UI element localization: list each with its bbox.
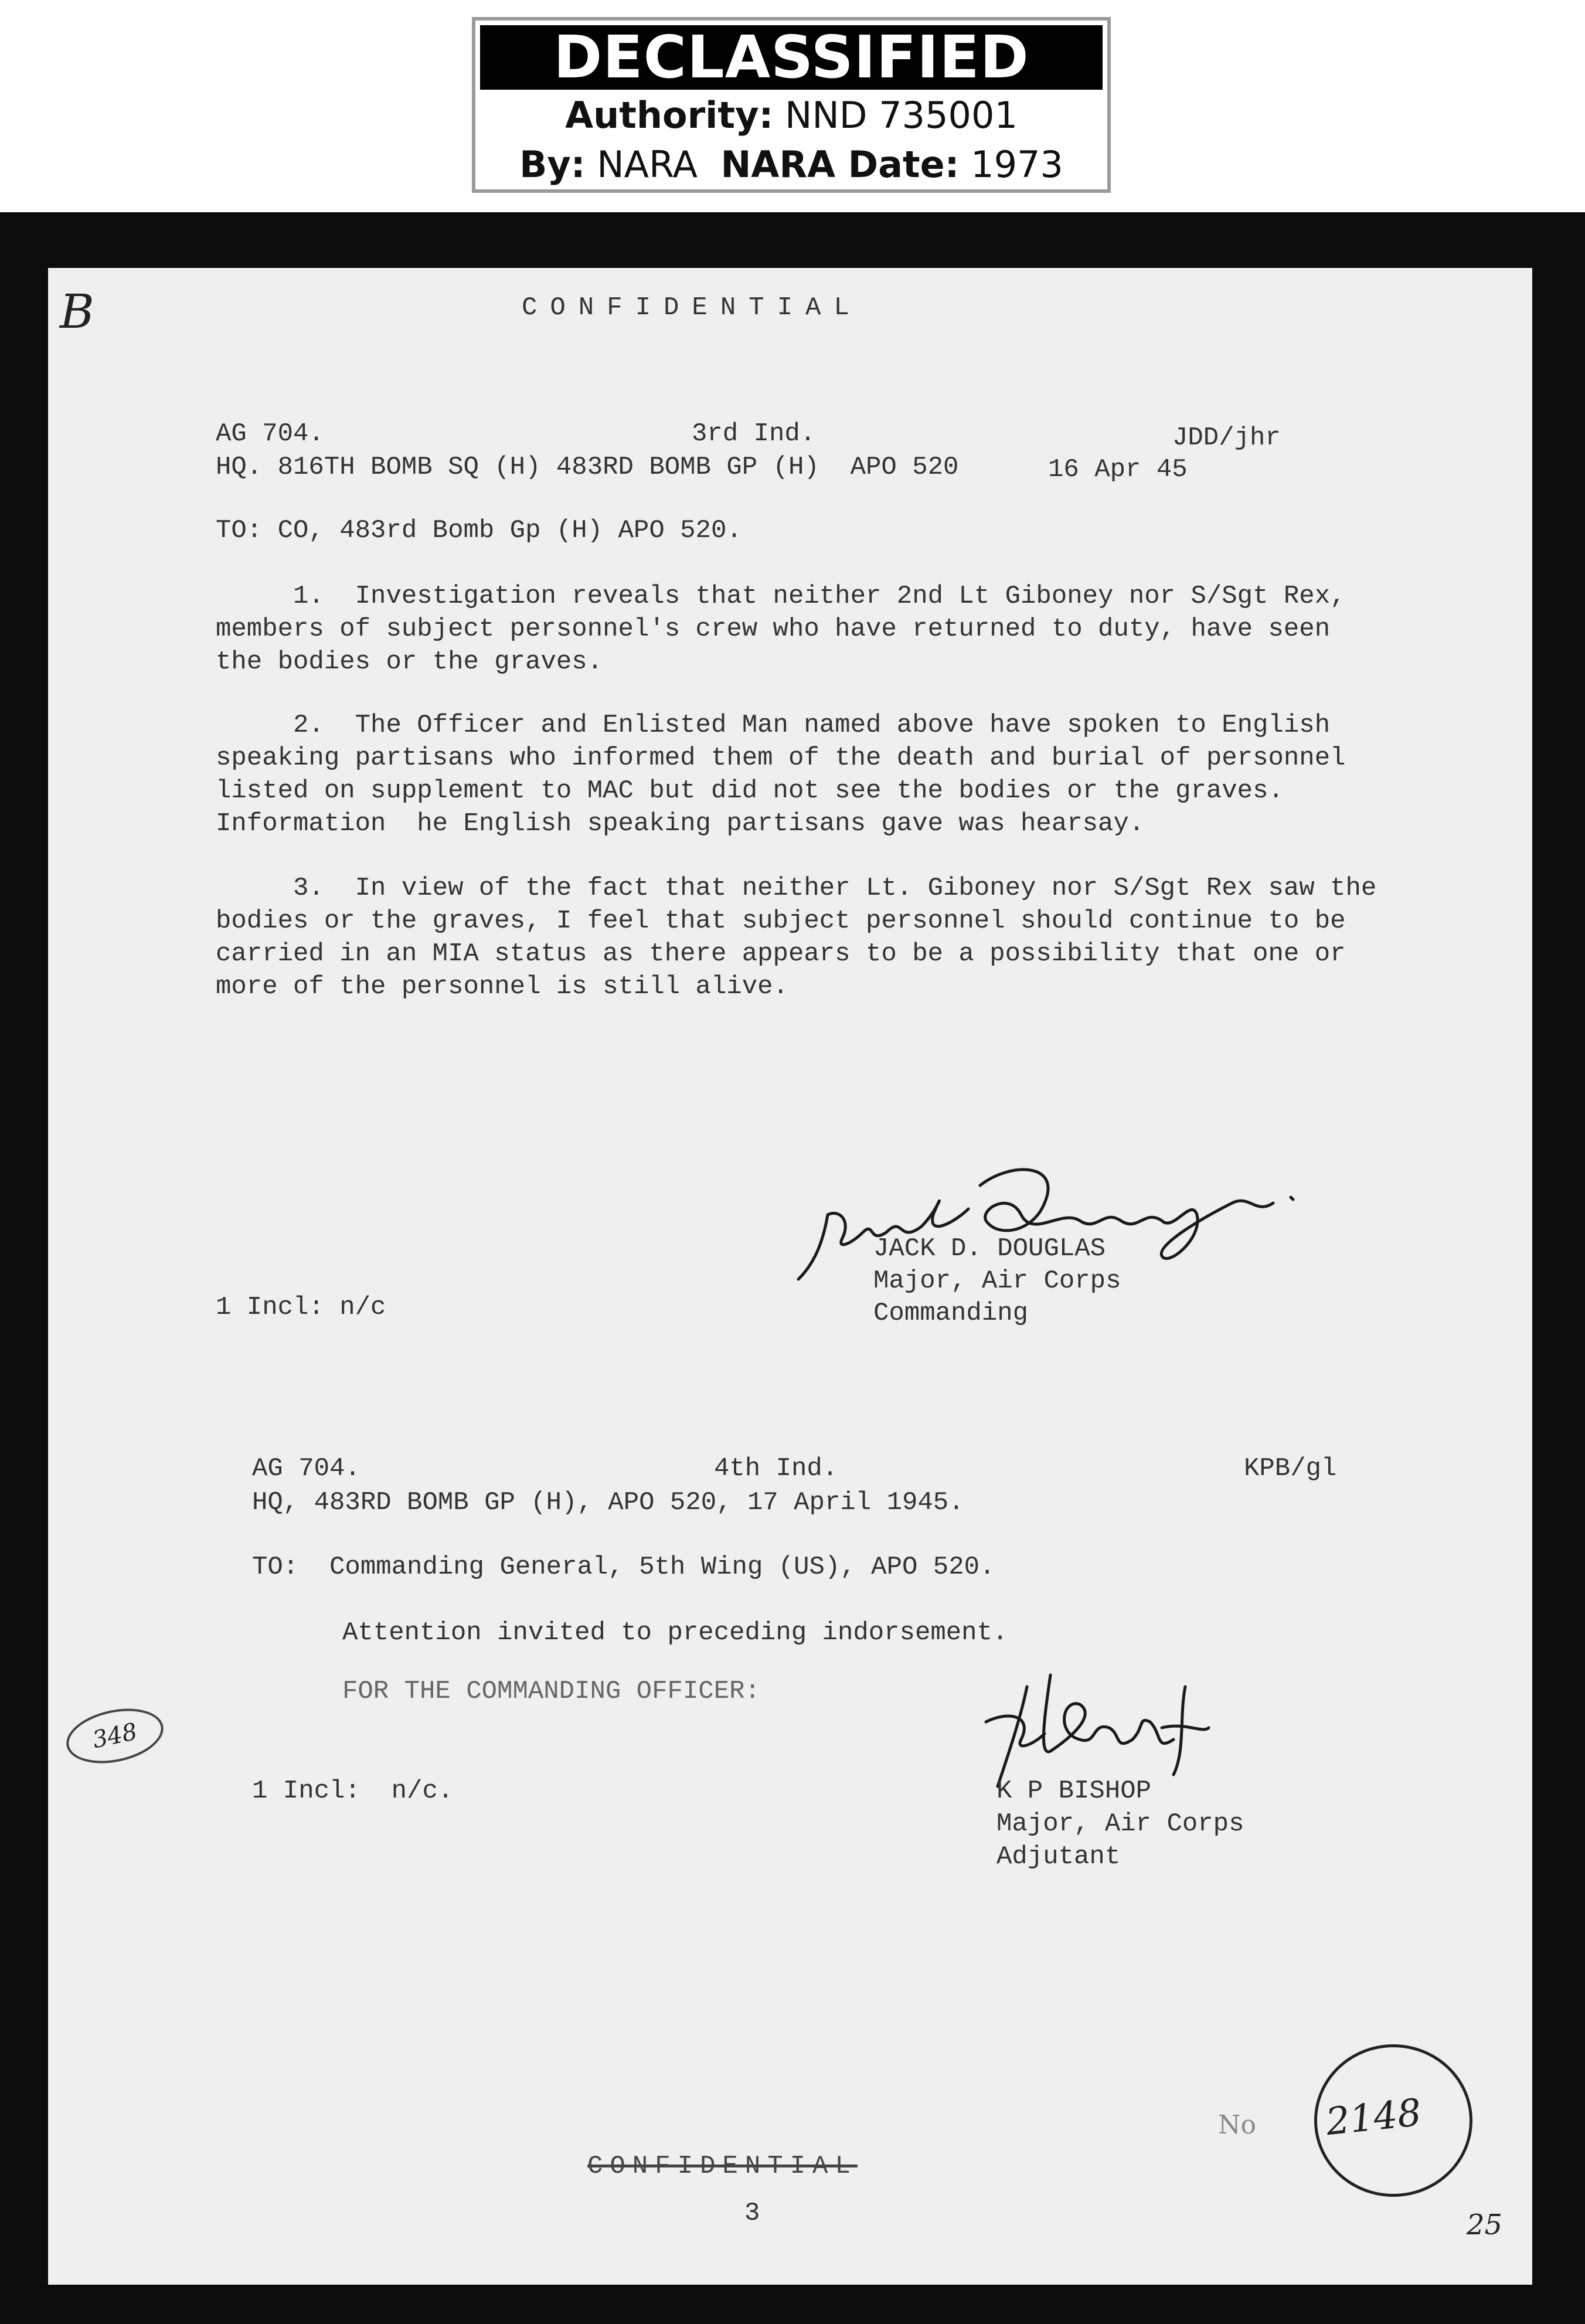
page-number: 3 [744,2199,760,2228]
stamp-by-line [475,141,1107,188]
ind3-inclosure: 1 Incl: n/c [216,1293,386,1322]
stamp-authority-label: Authority: [565,94,774,137]
ind4-inclosure: 1 Incl: n/c. [252,1776,454,1806]
scan-frame [0,212,1585,2324]
document-page [48,268,1532,2285]
ind3-paragraph-2 [216,709,1346,840]
corner-mark: B [60,284,94,339]
ind4-ag-number: AG 704. [252,1454,360,1483]
margin-note: 348 [90,1718,140,1754]
paragraph-line: listed on supplement to MAC but did not see the bodies or the graves. [216,776,1284,806]
ind3-date: 16 Apr 45 [1048,455,1188,484]
stamp-by-label: By: [519,143,586,186]
stamp-date-value: 1973 [971,143,1063,186]
margin-note-circle [62,1700,169,1771]
ind4-signer-rank: Major, Air Corps [996,1809,1244,1839]
paragraph-line: bodies or the graves, I feel that subject personnel should continue to be [216,906,1346,936]
paragraph-line: carried in an MIA status as there appears to be a possibility that one or [216,939,1346,969]
paragraph-line: Information he English speaking partisans gave was hearsay. [216,809,1145,838]
ind4-body: Attention invited to preceding indorsement. [342,1618,1008,1647]
paragraph-line: the bodies or the graves. [216,647,603,677]
ind3-paragraph-3 [216,872,1376,1003]
ind3-paragraph-1 [216,580,1346,678]
stamp-authority-value: NND 735001 [785,94,1018,137]
ind3-initials: JDD/jhr [1172,423,1281,453]
ind4-to-line: TO: Commanding General, 5th Wing (US), APO 520. [252,1552,995,1582]
number-label: No [1218,2110,1256,2140]
ind3-signer-rank: Major, Air Corps [873,1266,1121,1296]
paragraph-line: 3. In view of the fact that neither Lt. Giboney nor S/Sgt Rex saw the [216,874,1377,903]
ind3-signer-title: Commanding [873,1299,1029,1328]
ind3-to-line: TO: CO, 483rd Bomb Gp (H) APO 520. [216,516,742,545]
ind4-signer-name: K P BISHOP [996,1776,1152,1806]
ind3-label: 3rd Ind. [692,419,816,449]
paragraph-line: 2. The Officer and Enlisted Man named above have spoken to English [216,711,1331,740]
paragraph-line: 1. Investigation reveals that neither 2nd Lt Giboney nor S/Sgt Rex, [216,582,1346,611]
classification-top: CONFIDENTIAL [522,293,862,322]
stamp-authority-line [475,92,1107,139]
stamp-title: DECLASSIFIED [480,25,1103,90]
ind4-headquarters: HQ, 483RD BOMB GP (H), APO 520, 17 April 1945. [252,1488,964,1517]
ind4-label: 4th Ind. [714,1454,838,1483]
ind4-initials: KPB/gl [1244,1454,1337,1483]
number-value: 2148 [1324,2091,1424,2145]
ind3-ag-number: AG 704. [216,419,324,449]
ind4-for-line: FOR THE COMMANDING OFFICER: [342,1677,760,1706]
paragraph-line: members of subject personnel's crew who have returned to duty, have seen [216,614,1331,644]
paragraph-line: more of the personnel is still alive. [216,972,788,1001]
ind4-signer-title: Adjutant [996,1842,1121,1871]
stamp-date-label: NARA Date: [720,143,960,186]
ind3-headquarters: HQ. 816TH BOMB SQ (H) 483RD BOMB GP (H) APO 520 [216,453,959,482]
classification-bottom: CONFIDENTIAL [587,2152,858,2181]
declassified-stamp [472,17,1111,193]
paragraph-line: speaking partisans who informed them of the death and burial of personnel [216,743,1346,773]
ind3-signer-name: JACK D. DOUGLAS [873,1234,1106,1263]
corner-note: 25 [1467,2209,1503,2241]
stamp-by-value: NARA [597,143,698,186]
